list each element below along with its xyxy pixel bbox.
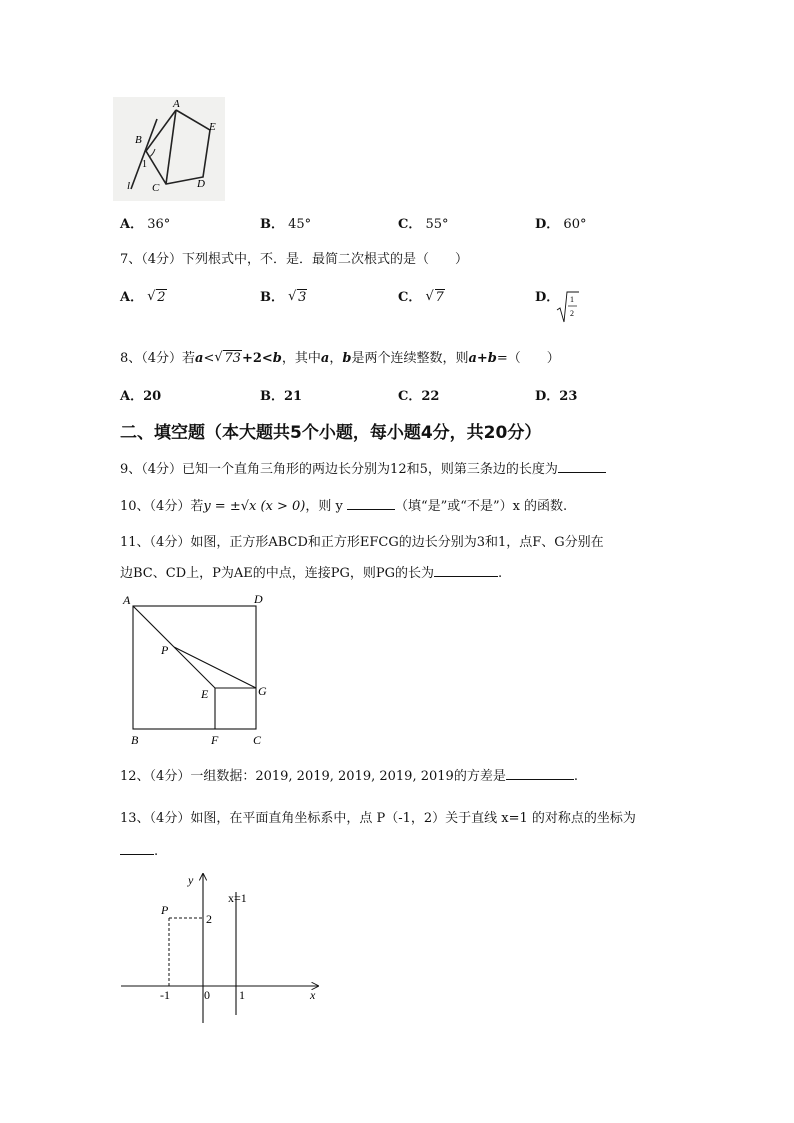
answer-blank[interactable]	[347, 497, 395, 510]
q10-formula: y = ±√x (x > 0)	[203, 499, 306, 514]
sqrt-2	[147, 290, 166, 305]
q6-option-c	[398, 213, 449, 232]
label-g: G	[258, 684, 267, 698]
q6-figure	[113, 97, 225, 201]
option-letter: C．	[398, 389, 422, 404]
q8-option-a	[120, 385, 161, 404]
option-letter: B．	[260, 290, 284, 305]
q6-label-b: B	[135, 134, 142, 146]
segment-pe	[174, 647, 215, 688]
label-x: x	[310, 988, 316, 1002]
q10-mid: ，则 y	[305, 499, 343, 514]
option-letter: A．	[120, 290, 144, 305]
comma: ，	[329, 351, 343, 366]
option-letter: A．	[120, 217, 144, 232]
q6-label-c: C	[152, 182, 160, 194]
q6-label-a: A	[173, 98, 180, 110]
q13-coordinate-figure	[118, 868, 328, 1028]
q7-option-a	[120, 286, 167, 305]
q6-option-a	[120, 213, 170, 232]
option-value: 36°	[147, 217, 171, 232]
option-letter: B．	[260, 389, 284, 404]
label-f: F	[211, 733, 219, 747]
radicand: 73	[224, 351, 241, 366]
segment-ap	[133, 606, 174, 647]
answer-blank[interactable]	[434, 564, 498, 577]
q12-stem	[120, 765, 578, 784]
option-value: 20	[143, 389, 162, 404]
q8-stem	[120, 347, 560, 366]
period: .	[498, 566, 503, 581]
radicand: 7	[435, 290, 444, 305]
label-p: P	[161, 643, 169, 657]
q9-text: 9、（4分）已知一个直角三角形的两边长分别为12和5，则第三条边的长度为	[120, 462, 558, 477]
var-b: b	[342, 351, 352, 366]
q6-option-b	[260, 213, 311, 232]
label-e: E	[201, 687, 209, 701]
q8-option-d	[535, 385, 577, 404]
q11-figure	[115, 588, 275, 748]
option-value: 45°	[288, 217, 312, 232]
q7-option-b	[260, 286, 307, 305]
q10-prefix: 10、（4分）若	[120, 499, 204, 514]
q6-label-d: D	[197, 178, 205, 190]
option-value: 60°	[563, 217, 587, 232]
fraction-denominator: 2	[570, 309, 574, 318]
var-b: b	[272, 351, 282, 366]
q12-data: 2019, 2019, 2019, 2019, 2019	[255, 769, 454, 784]
q10-suffix: （填“是”或“不是”）x 的函数.	[395, 499, 568, 514]
answer-blank[interactable]	[506, 767, 574, 780]
label-0: 0	[204, 988, 210, 1002]
option-value: 22	[421, 389, 440, 404]
label-c: C	[253, 733, 262, 747]
answer-blank[interactable]	[558, 460, 606, 473]
label-a: A	[123, 593, 131, 607]
sqrt-7	[426, 290, 445, 305]
option-letter: C．	[398, 290, 422, 305]
sqrt-73	[214, 351, 242, 366]
option-value: 23	[559, 389, 578, 404]
plus-two: +2<	[241, 351, 273, 366]
option-letter: D．	[535, 290, 560, 305]
q13-line1: 13、（4分）如图，在平面直角坐标系中，点 P（-1，2）关于直线 x=1 的对称点的坐标为	[120, 811, 636, 826]
q6-label-l: l	[127, 180, 131, 192]
q6-option-d	[535, 213, 586, 232]
label-p: P	[161, 903, 169, 917]
q8-option-c	[398, 385, 439, 404]
radicand: 3	[298, 290, 307, 305]
label-b: B	[131, 733, 139, 747]
q6-label-e: E	[209, 121, 216, 133]
period: .	[154, 844, 159, 859]
segment-pg	[174, 647, 256, 688]
q12-suffix: 的方差是	[453, 769, 506, 784]
label-neg-1: -1	[160, 988, 170, 1002]
q7-sqrt-half	[556, 290, 580, 324]
q6-label-1: 1	[142, 159, 147, 170]
q11-line2	[120, 562, 502, 581]
option-letter: B．	[260, 217, 284, 232]
option-letter: A．	[120, 389, 144, 404]
option-value: 21	[284, 389, 303, 404]
q11-text: 边BC、CD上，P为AE的中点，连接PG，则PG的长为	[120, 566, 434, 581]
var-a: a	[320, 351, 330, 366]
q12-prefix: 12、（4分）一组数据：	[120, 769, 256, 784]
square-efcg	[215, 688, 256, 729]
q13-line2	[120, 842, 158, 859]
less-than: <	[203, 351, 215, 366]
q8-middle: ，其中	[281, 351, 321, 366]
option-letter: D．	[535, 389, 560, 404]
q8-prefix: 8、（4分）若	[120, 351, 196, 366]
label-x-equals-1: x=1	[228, 891, 247, 905]
section-title: 二、填空题（本大题共5个小题，每小题4分，共20分）	[120, 423, 542, 443]
q8-option-b	[260, 385, 302, 404]
label-d: D	[254, 592, 263, 606]
sum-a-b: a+b	[468, 351, 497, 366]
option-value: 55°	[425, 217, 449, 232]
sqrt-3	[288, 290, 307, 305]
q10-stem	[120, 495, 567, 514]
period: .	[573, 769, 578, 784]
q7-stem: 7、（4分）下列根式中，不．是．最简二次根式的是（ ）	[120, 252, 469, 267]
q9-stem	[120, 458, 606, 477]
q8-suffix: 是两个连续整数，则	[351, 351, 469, 366]
fraction-numerator: 1	[570, 295, 574, 304]
option-letter: C．	[398, 217, 422, 232]
label-y: y	[188, 873, 194, 887]
answer-blank[interactable]	[120, 842, 154, 855]
q11-line1: 11、（4分）如图，正方形ABCD和正方形EFCG的边长分别为3和1，点F、G分别在	[120, 535, 604, 550]
var-a: a	[195, 351, 204, 366]
option-letter: D．	[535, 217, 560, 232]
q8-paren: =（ ）	[496, 351, 560, 366]
radicand: 2	[157, 290, 166, 305]
q7-option-c	[398, 286, 445, 305]
label-2: 2	[206, 912, 212, 926]
label-1: 1	[239, 988, 245, 1002]
